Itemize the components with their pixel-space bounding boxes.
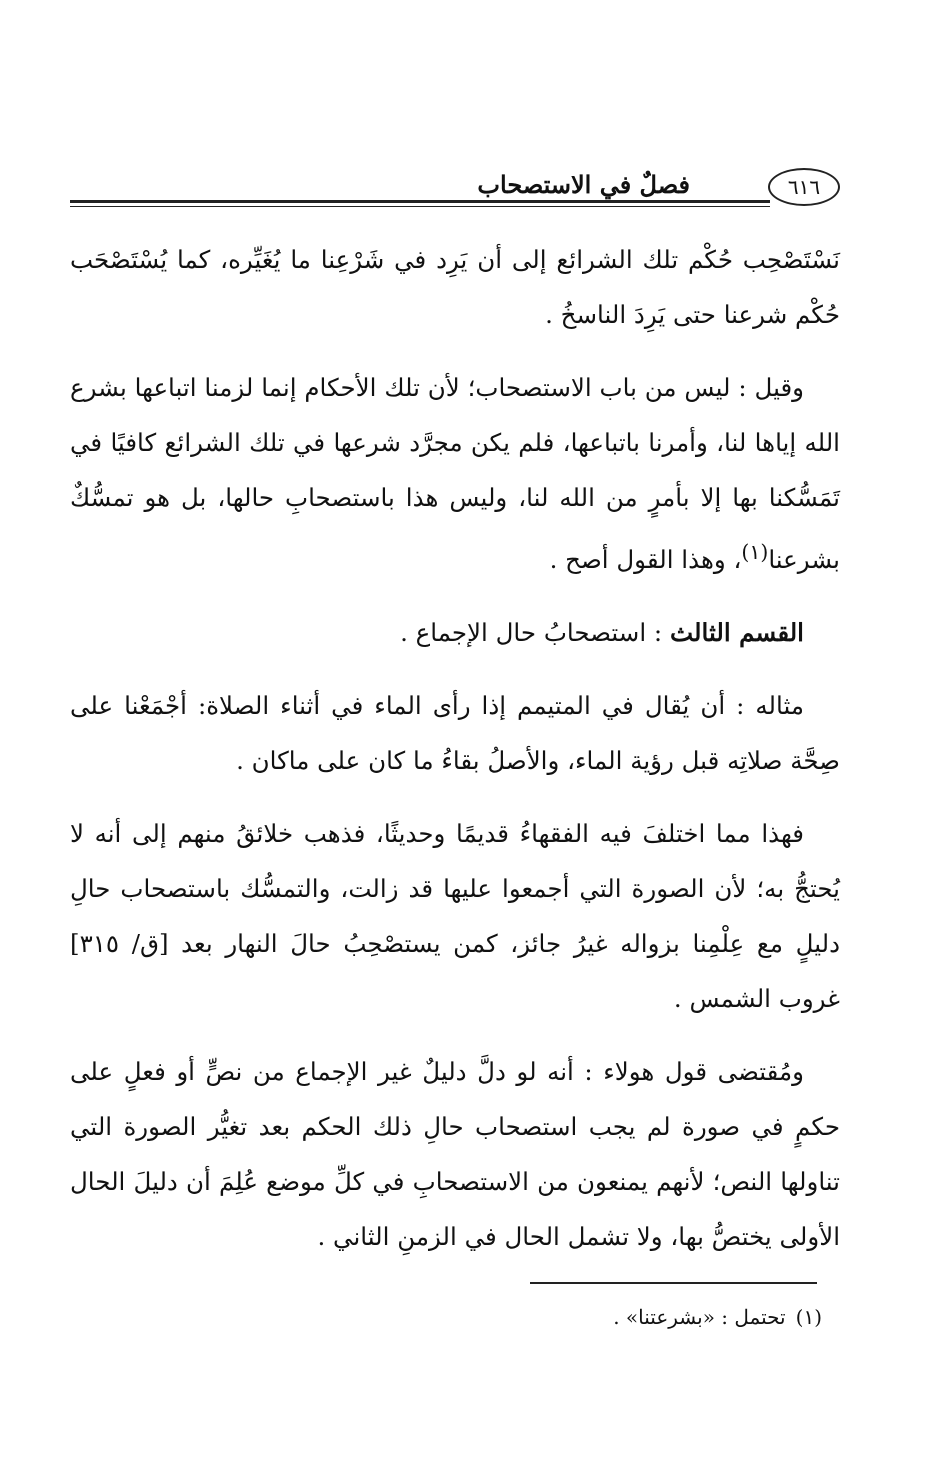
- page-header: [70, 160, 840, 210]
- section-heading: [70, 605, 840, 660]
- paragraph-2-end: ، وهذا القول أصح .: [549, 545, 742, 575]
- page-number-text: ٦١٦: [787, 175, 821, 199]
- paragraph-6: ومُقتضى قول هولاء : أنه لو دلَّ دليلٌ غير الإجماع من نصٍّ أو فعلٍ على حكمٍ في صورة لم يجب استصحاب حالِ ذلك الحكم بعد تغيُّر الصورة التي تناولها النص؛ لأنهم يمنعون من الاستصحابِ في كلِّ موضع عُلِمَ أن دليلَ الحال الأولى يختصُّ بها، ولا تشمل الحال في الزمنِ الثاني .: [70, 1057, 840, 1252]
- footnote: [70, 1305, 822, 1329]
- paragraph-1: نَسْتَصْحِب حُكْم تلك الشرائع إلى أن يَرِد في شَرْعِنا ما يُغَيِّره، كما يُسْتَصْحَب حُكْم شرعنا حتى يَرِدَ الناسخُ .: [70, 245, 840, 329]
- paragraph-2-text: وقيل : ليس من باب الاستصحاب؛ لأن تلك الأحكام إنما لزمنا اتباعها بشرع الله إياها لنا، وأمرنا باتباعها، فلم يكن مجرَّد شرعها في تلك الشرائع كافيًا في تَمَسُّكنا بها إلا بأمرٍ من الله لنا، وليس هذا باستصحابِ حالها، بل هو تمسُّكٌ بشرعنا: [70, 373, 840, 575]
- paragraph-2: [70, 360, 840, 587]
- header-rule: [70, 200, 770, 203]
- running-title: فصلٌ في الاستصحاب: [477, 170, 690, 199]
- page-number: [768, 168, 840, 206]
- header-rule-thin: [70, 206, 770, 207]
- footnote-marker: (١): [795, 1305, 822, 1329]
- footnote-divider: [530, 1282, 817, 1284]
- footnote-reference: (١): [741, 540, 769, 564]
- paragraph-4: مثاله : أن يُقال في المتيمم إذا رأى الماء في أثناء الصلاة: أجْمَعْنا على صِحَّة صلاتِه قبل رؤية الماء، والأصلُ بقاءُ ما كان على ماكان .: [70, 691, 840, 776]
- footnote-text: تحتمل : «بشرعتنا» .: [613, 1305, 786, 1329]
- section-title-rest: : استصحابُ حال الإجماع .: [400, 618, 670, 648]
- section-label: القسم الثالث: [669, 618, 804, 648]
- paragraph-5: فهذا مما اختلفَ فيه الفقهاءُ قديمًا وحديثًا، فذهب خلائقُ منهم إلى أنه لا يُحتجُّ به؛ لأن الصورة التي أجمعوا عليها قد زالت، والتمسُّك باستصحاب حالِ دليلٍ مع عِلْمِنا بزواله غيرُ جائز، كمن يستصْحِبُ حالَ النهار بعد [ق/ ٣١٥] غروب الشمس .: [70, 819, 840, 1014]
- main-text: [70, 232, 840, 1282]
